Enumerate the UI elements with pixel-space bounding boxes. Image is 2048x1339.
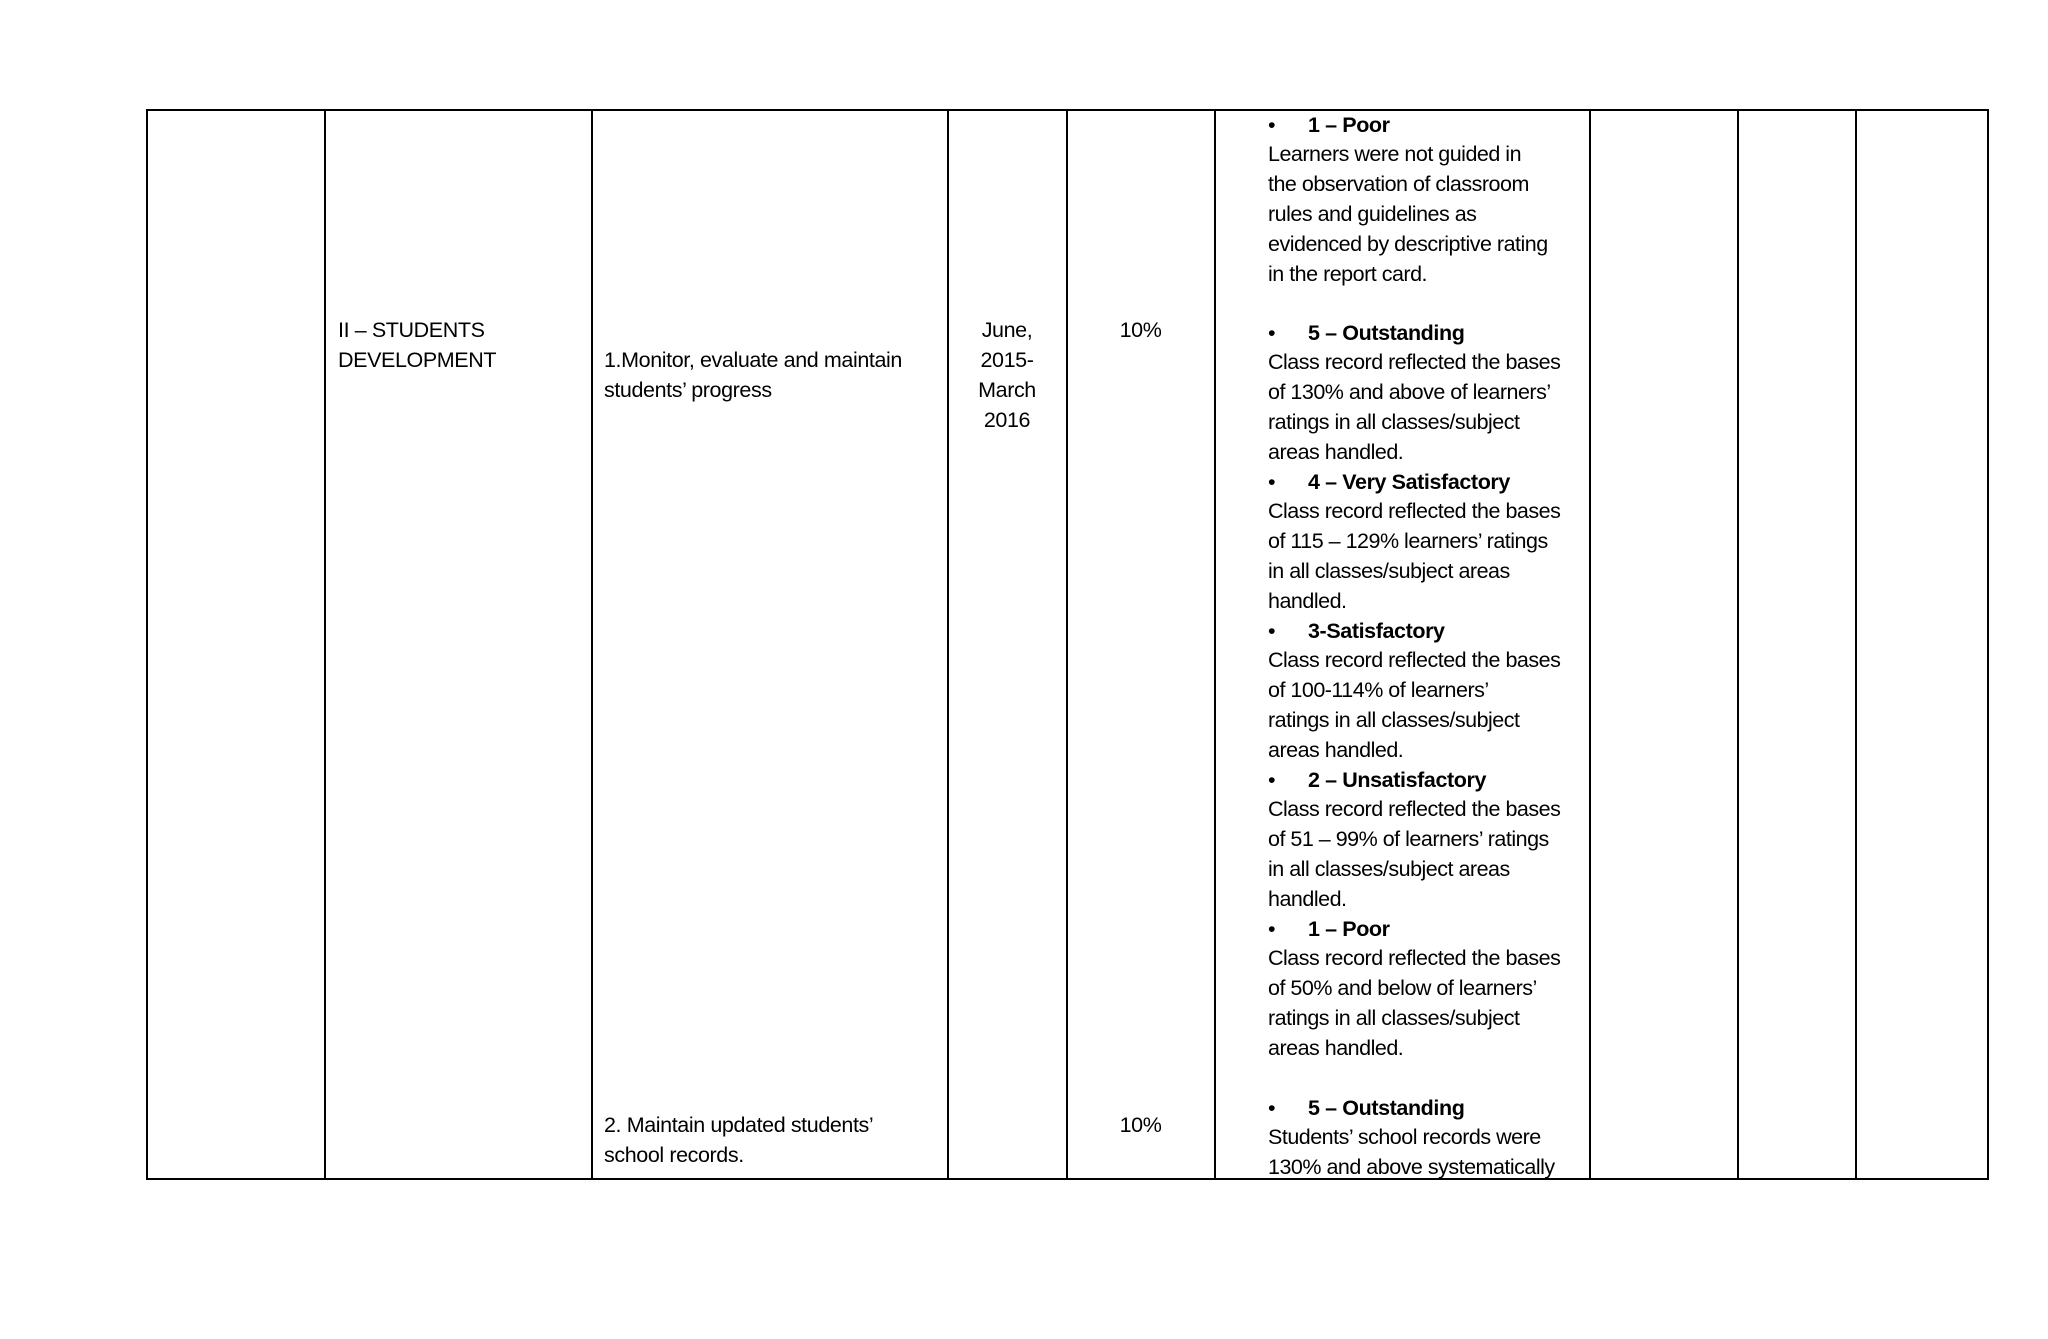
indicator-description: Class record reflected the bases of 100-114% of learners’ ratings in all classes/subject areas handled.	[1268, 648, 1561, 762]
bullet-icon: •	[1268, 113, 1276, 137]
indicator-label: • 5 – Outstanding	[1268, 318, 1464, 348]
indicator-label: • 5 – Outstanding	[1268, 1093, 1464, 1123]
indicator-label: • 1 – Poor	[1268, 914, 1390, 944]
column-divider	[591, 109, 593, 1180]
column-divider	[324, 109, 326, 1180]
objective-2: 2. Maintain updated students’ school records.	[604, 1113, 874, 1167]
indicator-description: Class record reflected the bases of 130% and above of learners’ ratings in all classes/subject areas handled.	[1268, 350, 1561, 464]
indicator-label: • 2 – Unsatisfactory	[1268, 765, 1486, 795]
weight-objective-1: 10%	[1119, 318, 1162, 342]
bullet-icon: •	[1268, 321, 1276, 345]
indicator-label: • 1 – Poor	[1268, 110, 1390, 140]
indicator-description: Learners were not guided in the observation of classroom rules and guidelines as evidenced by descriptive rating in the report card.	[1268, 142, 1548, 286]
indicator-description: Class record reflected the bases of 51 – 99% of learners’ ratings in all classes/subject areas handled.	[1268, 797, 1561, 911]
bullet-icon: •	[1268, 619, 1276, 643]
kra-title: II – STUDENTS DEVELOPMENT	[338, 318, 497, 372]
bullet-icon: •	[1268, 917, 1276, 941]
column-divider	[1066, 109, 1068, 1180]
bullet-icon: •	[1268, 768, 1276, 792]
indicator-description: Class record reflected the bases of 115 – 129% learners’ ratings in all classes/subject areas handled.	[1268, 499, 1561, 613]
bullet-icon: •	[1268, 1096, 1276, 1120]
timeline: June, 2015- March 2016	[978, 318, 1036, 432]
indicator-description: Class record reflected the bases of 50% and below of learners’ ratings in all classes/subject areas handled.	[1268, 946, 1561, 1060]
indicator-description: Students’ school records were 130% and above systematically	[1268, 1125, 1555, 1179]
column-divider	[1737, 109, 1739, 1180]
column-divider	[1855, 109, 1857, 1180]
indicator-label: • 4 – Very Satisfactory	[1268, 467, 1510, 497]
column-divider	[1214, 109, 1216, 1180]
weight-objective-2: 10%	[1119, 1113, 1162, 1137]
indicator-label: • 3-Satisfactory	[1268, 616, 1445, 646]
objective-1: 1.Monitor, evaluate and maintain students’ progress	[604, 348, 902, 402]
column-divider	[947, 109, 949, 1180]
column-divider	[1589, 109, 1591, 1180]
bullet-icon: •	[1268, 470, 1276, 494]
